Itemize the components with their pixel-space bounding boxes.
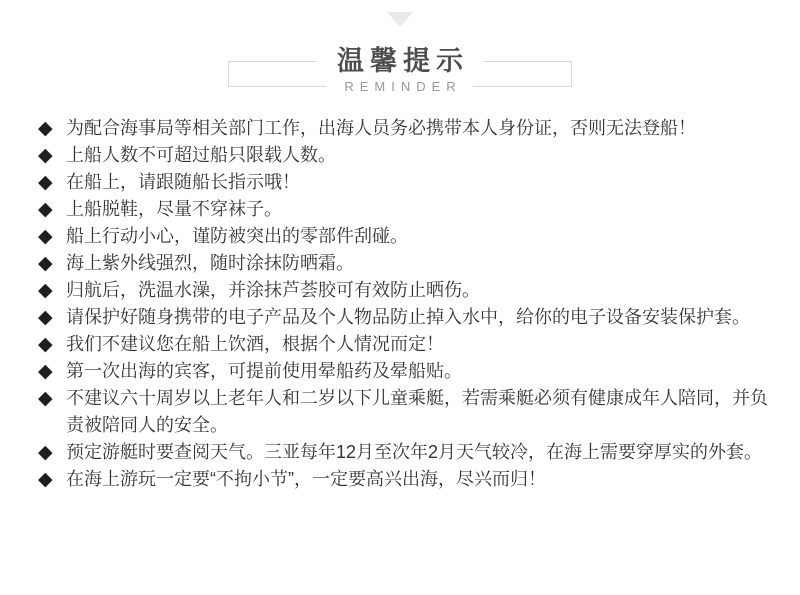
diamond-bullet-icon: ◆ <box>38 226 53 247</box>
reminder-text: 在船上，请跟随船长指示哦！ <box>66 172 300 192</box>
reminder-text: 海上紫外线强烈，随时涂抹防晒霜。 <box>66 253 354 273</box>
list-item <box>38 466 780 493</box>
page-title: 温馨提示 <box>317 46 483 76</box>
list-item <box>38 439 780 466</box>
header-frame <box>228 46 572 94</box>
diamond-bullet-icon: ◆ <box>38 388 53 409</box>
diamond-bullet-icon: ◆ <box>38 361 53 382</box>
reminder-text: 预定游艇时要查阅天气。三亚每年12月至次年2月天气较冷，在海上需要穿厚实的外套。 <box>66 442 763 462</box>
diamond-bullet-icon: ◆ <box>38 280 53 301</box>
list-item <box>38 385 780 439</box>
list-item <box>38 169 780 196</box>
reminder-text: 请保护好随身携带的电子产品及个人物品防止掉入水中，给你的电子设备安装保护套。 <box>66 307 750 327</box>
reminder-text: 第一次出海的宾客，可提前使用晕船药及晕船贴。 <box>66 361 462 381</box>
reminder-text: 为配合海事局等相关部门工作，出海人员务必携带本人身份证，否则无法登船！ <box>66 118 696 138</box>
triangle-down-icon <box>387 12 413 27</box>
list-item <box>38 358 780 385</box>
diamond-bullet-icon: ◆ <box>38 172 53 193</box>
list-item <box>38 250 780 277</box>
diamond-bullet-icon: ◆ <box>38 469 53 490</box>
diamond-bullet-icon: ◆ <box>38 334 53 355</box>
section-header <box>0 46 800 94</box>
list-item <box>38 196 780 223</box>
diamond-bullet-icon: ◆ <box>38 145 53 166</box>
diamond-bullet-icon: ◆ <box>38 199 53 220</box>
list-item <box>38 331 780 358</box>
reminder-text: 船上行动小心，谨防被突出的零部件刮碰。 <box>66 226 408 246</box>
list-item <box>38 115 780 142</box>
reminder-text: 上船脱鞋，尽量不穿袜子。 <box>66 199 282 219</box>
reminder-text: 在海上游玩一定要“不拘小节”，一定要高兴出海，尽兴而归！ <box>66 469 546 489</box>
reminder-list <box>38 115 780 493</box>
diamond-bullet-icon: ◆ <box>38 307 53 328</box>
diamond-bullet-icon: ◆ <box>38 442 53 463</box>
diamond-bullet-icon: ◆ <box>38 118 53 139</box>
page-subtitle: REMINDER <box>326 79 473 94</box>
diamond-bullet-icon: ◆ <box>38 253 53 274</box>
list-item <box>38 142 780 169</box>
list-item <box>38 223 780 250</box>
reminder-text: 归航后，洗温水澡，并涂抹芦荟胶可有效防止晒伤。 <box>66 280 480 300</box>
list-item <box>38 277 780 304</box>
reminder-text: 不建议六十周岁以上老年人和二岁以下儿童乘艇，若需乘艇必须有健康成年人陪同，并负责被陪同人的安全。 <box>66 388 768 435</box>
reminder-notice-page <box>0 12 800 595</box>
list-item <box>38 304 780 331</box>
reminder-text: 上船人数不可超过船只限载人数。 <box>66 145 336 165</box>
reminder-text: 我们不建议您在船上饮酒，根据个人情况而定！ <box>66 334 444 354</box>
